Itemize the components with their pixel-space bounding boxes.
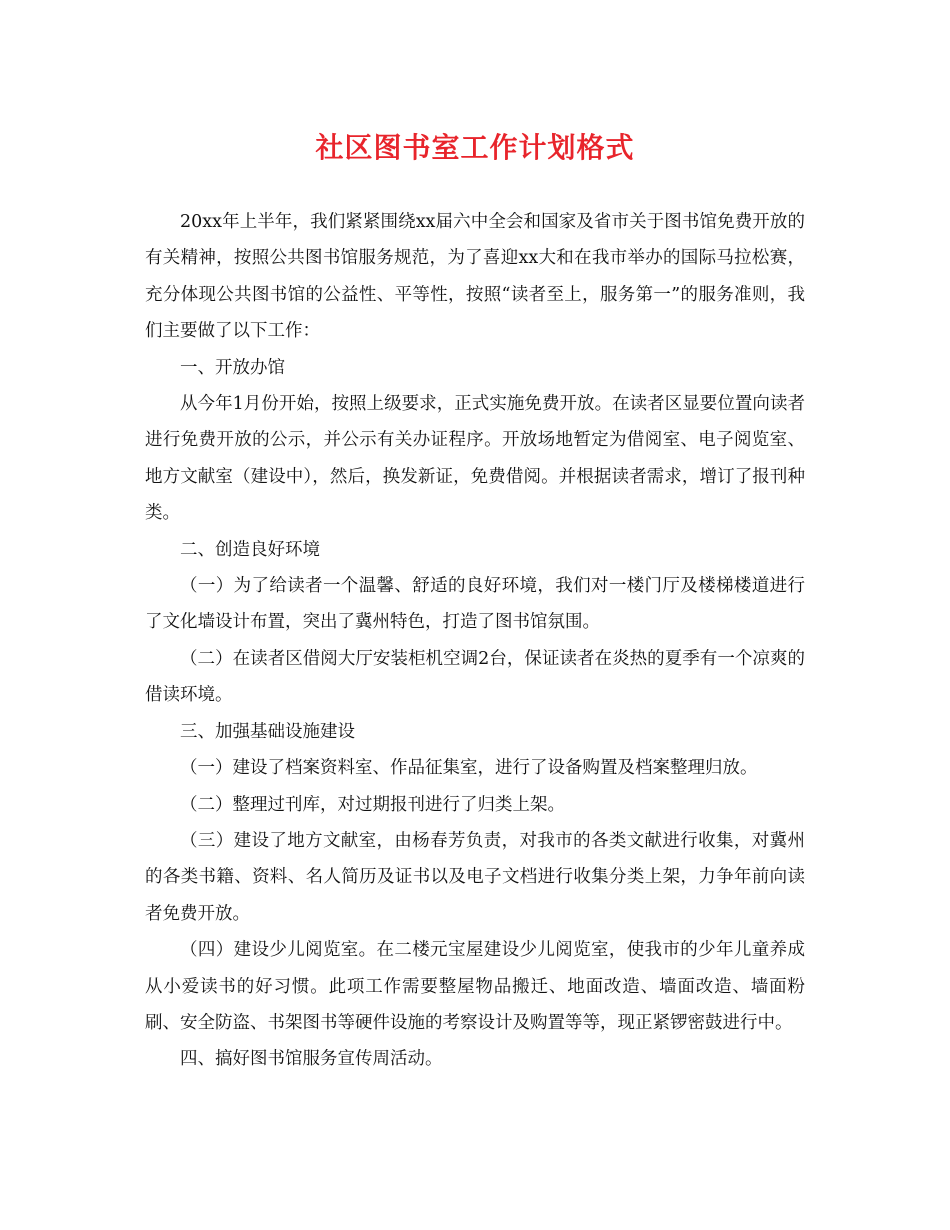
section-heading-environment: 二、创造良好环境 [180, 539, 320, 560]
section-heading-promotion-week: 四、搞好图书馆服务宣传周活动。 [180, 1049, 443, 1070]
paragraph-intro: 20xx年上半年，我们紧紧围绕xx届六中全会和国家及省市关于图书馆免费开放的有关精神，按照公共图书馆服务规范，为了喜迎xx大和在我市举办的国际马拉松赛，充分体现公共图书馆的公益性、平等性，按照“读者至上，服务第一”的服务准则，我们主要做了以下工作： [145, 212, 805, 342]
section-heading-open-library: 一、开放办馆 [180, 357, 285, 378]
paragraph-infrastructure-3: （三）建设了地方文献室，由杨春芳负责，对我市的各类文献进行收集，对冀州的各类书籍、资料、名人简历及证书以及电子文档进行收集分类上架，力争年前向读者免费开放。 [145, 830, 805, 924]
paragraph-infrastructure-1: （一）建设了档案资料室、作品征集室，进行了设备购置及档案整理归放。 [180, 758, 758, 779]
document-title: 社区图书室工作计划格式 [315, 131, 635, 164]
paragraph-open-library: 从今年1月份开始，按照上级要求，正式实施免费开放。在读者区显要位置向读者进行免费开放的公示，并公示有关办证程序。开放场地暂定为借阅室、电子阅览室、地方文献室（建设中），然后，换发新证，免费借阅。并根据读者需求，增订了报刊种类。 [145, 394, 805, 524]
document-body [145, 204, 805, 1078]
paragraph-environment-2: （二）在读者区借阅大厅安装柜机空调2台，保证读者在炎热的夏季有一个凉爽的借读环境。 [145, 648, 805, 706]
paragraph-infrastructure-2: （二）整理过刊库，对过期报刊进行了归类上架。 [180, 794, 565, 815]
paragraph-environment-1: （一）为了给读者一个温馨、舒适的良好环境，我们对一楼门厅及楼梯楼道进行了文化墙设计布置，突出了冀州特色，打造了图书馆氛围。 [145, 576, 805, 633]
section-heading-infrastructure: 三、加强基础设施建设 [180, 721, 355, 742]
paragraph-infrastructure-4: （四）建设少儿阅览室。在二楼元宝屋建设少儿阅览室，使我市的少年儿童养成从小爱读书的好习惯。此项工作需要整屋物品搬迁、地面改造、墙面改造、墙面粉刷、安全防盗、书架图书等硬件设施的考察设计及购置等等，现正紧锣密鼓进行中。 [145, 940, 805, 1033]
